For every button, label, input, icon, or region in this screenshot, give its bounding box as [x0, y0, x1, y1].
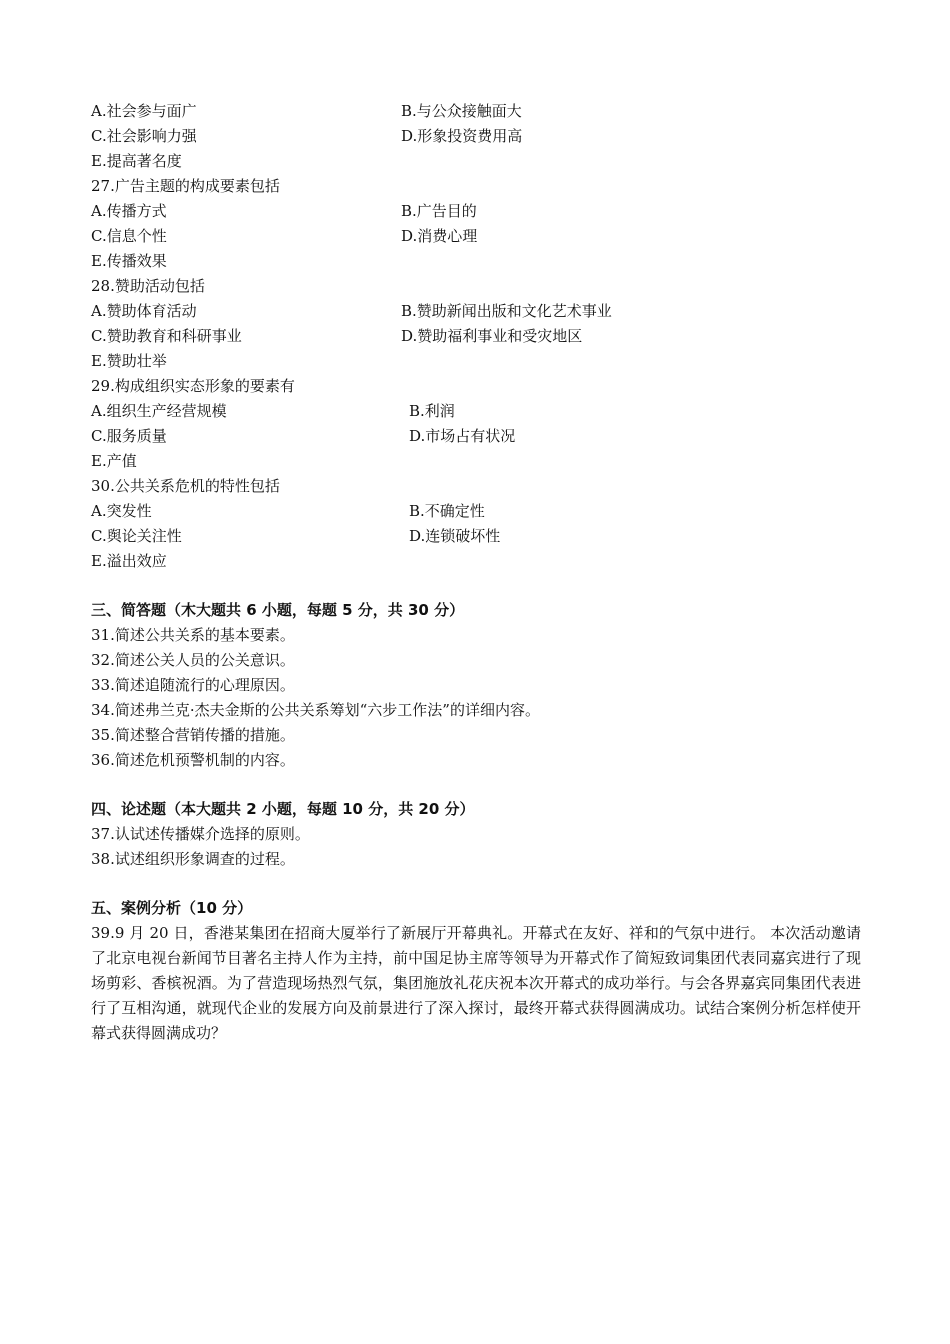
section3-heading: 三、简答题（木大题共 6 小题，每题 5 分，共 30 分） [91, 601, 465, 619]
q39-case-paragraph: 39.9 月 20 日，香港某集团在招商大厦举行了新展厅开幕典礼。开幕式在友好、祥和的气氛中进行。 本次活动邀请了北京电视台新闻节目著名主持人作为主持，前中国足协主席等领导为开幕式作了简短致词集团代表同嘉宾进行了现场剪彩、香槟祝酒。为了营造现场热烈气氛，集团施放礼花庆祝本次开幕式的成功举行。与会各界嘉宾同集团代表进行了互相沟通，就现代企业的发展方向及前景进行了深入探讨，最终开幕式获得圆满成功。试结合案例分析怎样使开幕式获得圆满成功？ [91, 924, 861, 1042]
q27-option-a: A.传播方式 [91, 202, 167, 220]
q30-option-c: C.舆论关注性 [91, 527, 182, 545]
q28-option-d: D.赞助福利事业和受灾地区 [401, 327, 583, 345]
q29-row-ab [91, 399, 455, 423]
q30-option-e: E.溢出效应 [91, 552, 167, 570]
q34-item: 34.简述弗兰克·杰夫金斯的公共关系筹划“六步工作法”的详细内容。 [91, 701, 540, 719]
q28-option-b: B.赞助新闻出版和文化艺术事业 [401, 302, 612, 320]
q26-row-ab [91, 99, 522, 123]
q27-option-c: C.信息个性 [91, 227, 167, 245]
q33-item: 33.简述追随流行的心理原因。 [91, 676, 295, 694]
q27-row-cd [91, 224, 478, 248]
q37-item: 37.认试述传播媒介选择的原则。 [91, 825, 310, 843]
q30-row-cd [91, 524, 501, 548]
q32-item: 32.简述公关人员的公关意识。 [91, 651, 295, 669]
q28-row-ab [91, 299, 612, 323]
q28-stem: 28.赞助活动包括 [91, 277, 205, 295]
section4-heading: 四、论述题（本大题共 2 小题，每题 10 分，共 20 分） [91, 800, 475, 818]
q30-row-ab [91, 499, 485, 523]
q30-stem: 30.公共关系危机的特性包括 [91, 477, 280, 495]
q28-option-a: A.赞助体育活动 [91, 302, 197, 320]
q26-option-d: D.形象投资费用高 [401, 127, 523, 145]
q27-stem: 27.广告主题的构成要素包括 [91, 177, 280, 195]
q38-item: 38.试述组织形象调查的过程。 [91, 850, 295, 868]
q29-option-e: E.产值 [91, 452, 137, 470]
q29-stem: 29.构成组织实态形象的要素有 [91, 377, 295, 395]
q28-row-cd [91, 324, 583, 348]
q28-option-c: C.赞助教育和科研事业 [91, 327, 242, 345]
q27-option-b: B.广告目的 [401, 202, 477, 220]
q29-row-cd [91, 424, 516, 448]
q31-item: 31.简述公共关系的基本要素。 [91, 626, 295, 644]
q27-option-e: E.传播效果 [91, 252, 167, 270]
q26-option-a: A.社会参与面广 [91, 102, 197, 120]
q26-option-c: C.社会影响力强 [91, 127, 197, 145]
section5-heading: 五、案例分析（10 分） [91, 899, 253, 917]
q29-option-c: C.服务质量 [91, 427, 167, 445]
q29-option-d: D.市场占有状况 [409, 427, 516, 445]
q26-option-b: B.与公众接触面大 [401, 102, 522, 120]
q29-option-a: A.组织生产经营规模 [91, 402, 227, 420]
q36-item: 36.简述危机预警机制的内容。 [91, 751, 295, 769]
q26-option-e: E.提高著名度 [91, 152, 182, 170]
q30-option-a: A.突发性 [91, 502, 152, 520]
q28-option-e: E.赞助壮举 [91, 352, 167, 370]
q26-row-cd [91, 124, 523, 148]
q30-option-d: D.连锁破坏性 [409, 527, 501, 545]
q35-item: 35.简述整合营销传播的措施。 [91, 726, 295, 744]
q29-option-b: B.利润 [409, 402, 455, 420]
q27-option-d: D.消费心理 [401, 227, 478, 245]
q27-row-ab [91, 199, 477, 223]
q30-option-b: B.不确定性 [409, 502, 485, 520]
